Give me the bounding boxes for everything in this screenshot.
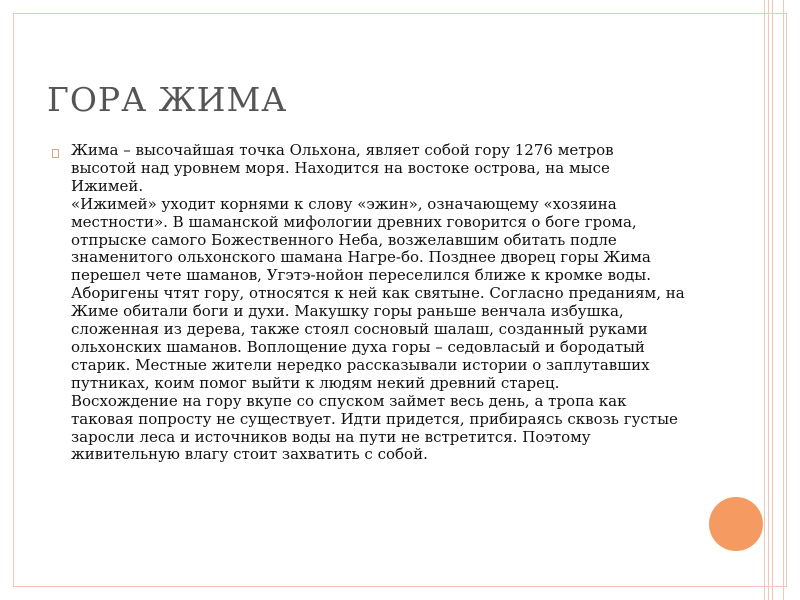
- decorative-line: [764, 0, 765, 600]
- body-line: знаменитого ольхонского шамана Нагре-бо. Позднее дворец горы Жима: [71, 248, 651, 267]
- body-line: ольхонских шаманов. Воплощение духа горы – седовласый и бородатый: [71, 337, 645, 356]
- decorative-line: [772, 0, 773, 600]
- decorative-line: [783, 0, 784, 600]
- body-line: Жима – высочайшая точка Ольхона, являет собой гору 1276 метров: [71, 141, 614, 159]
- slide-title: ГОРА ЖИМА: [47, 80, 288, 119]
- decorative-line: [768, 0, 769, 600]
- body-line: заросли леса и источников воды на пути не встретится. Поэтому: [71, 427, 591, 446]
- body-line: Аборигены чтят гору, относятся к ней как святыне. Согласно преданиям, на: [71, 284, 685, 303]
- body-line: перешел чете шаманов, Угэтэ-нойон переселился ближе к кромке воды.: [71, 266, 651, 285]
- body-line: сложенная из дерева, также стоял сосновый шалаш, созданный руками: [71, 320, 648, 339]
- body-line: путниках, коим помог выйти к людям некий древний старец.: [71, 373, 560, 392]
- body-line: «Ижимей» уходит корнями к слову «эжин», означающему «хозяина: [71, 194, 617, 213]
- body-line: старик. Местные жители нередко рассказывали истории о заплутавших: [71, 355, 650, 374]
- body-line: высотой над уровнем моря. Находится на востоке острова, на мысе: [71, 158, 610, 177]
- body-line: отпрыске самого Божественного Неба, возжелавшим обитать подле: [71, 230, 617, 249]
- body-line: Ижимей.: [71, 176, 144, 195]
- slide-body-text: [71, 142, 689, 464]
- body-line: живительную влагу стоит захватить с собой.: [71, 445, 428, 464]
- square-bullet-icon: [52, 149, 59, 158]
- body-line: местности». В шаманской мифологии древних говорится о боге грома,: [71, 212, 637, 231]
- body-line: Восхождение на гору вкупе со спуском займет весь день, а тропа как: [71, 391, 627, 410]
- body-line: таковая попросту не существует. Идти придется, прибираясь сквозь густые: [71, 409, 678, 428]
- body-line: Жиме обитали боги и духи. Макушку горы раньше венчала избушка,: [71, 302, 624, 321]
- orange-circle-decoration: [709, 497, 763, 551]
